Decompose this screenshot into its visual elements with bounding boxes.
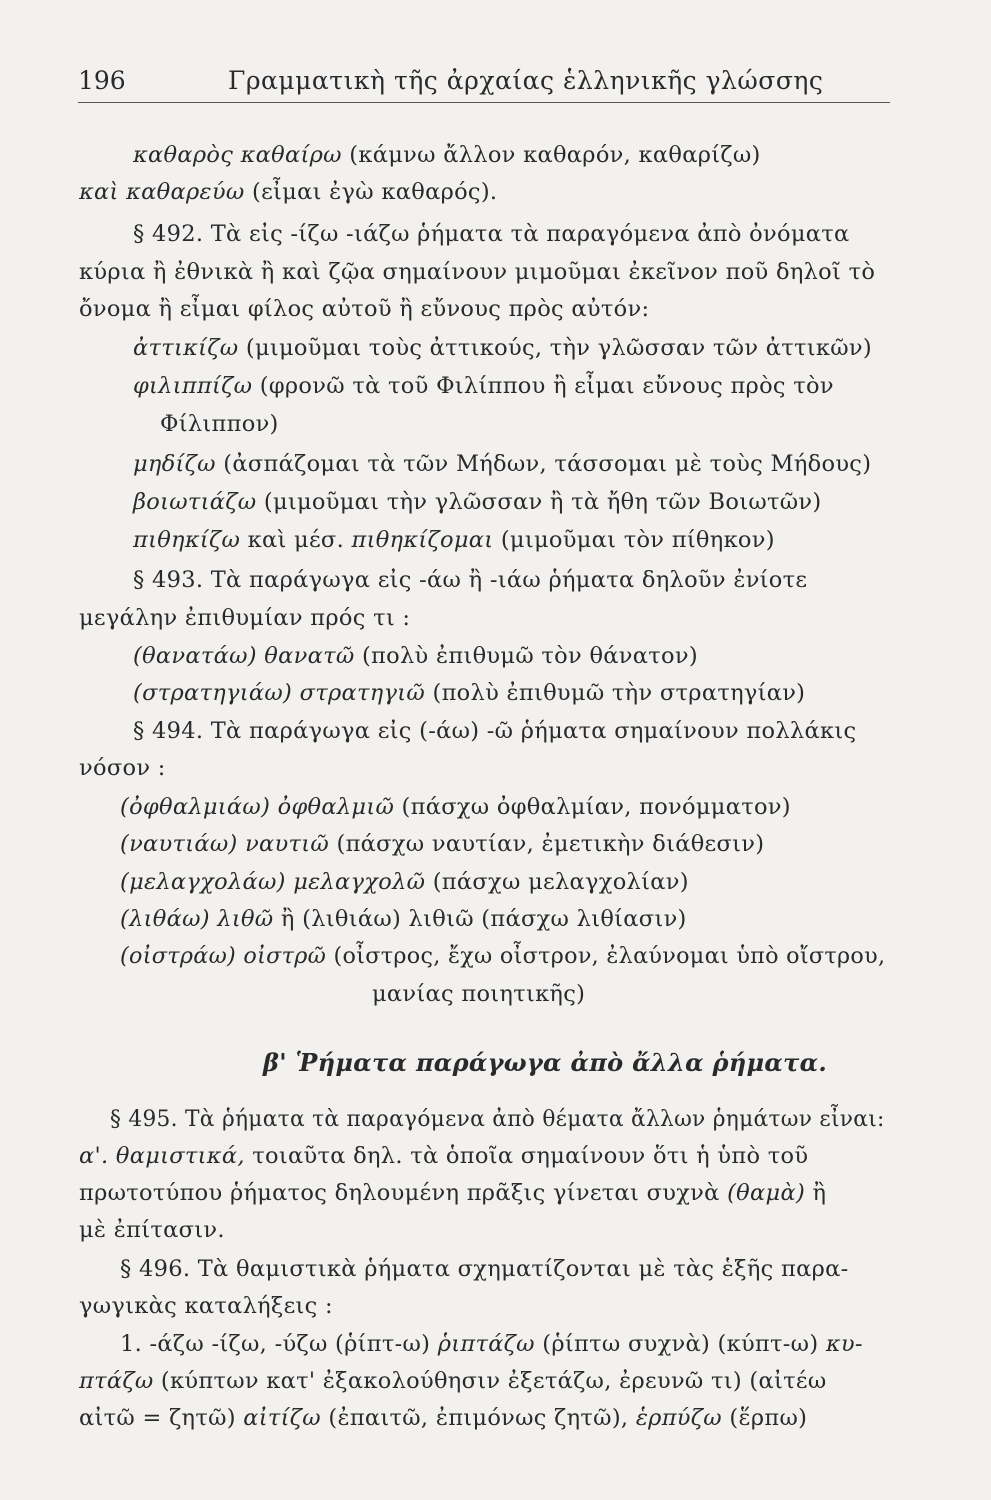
paragraph-496: § 496. Τὰ θαμιστικὰ ῥήματα σχηματίζονται μὲ τὰς ἑξῆς παρα- <box>120 1256 849 1282</box>
example-line: φιλιππίζω (φρονῶ τὰ τοῦ Φιλίππου ἢ εἶμαι εὔνους πρὸς τὸν <box>133 373 834 399</box>
text-line: μεγάλην ἐπιθυμίαν πρός τι : <box>79 605 411 631</box>
example-line: (ναυτιάω) ναυτιῶ (πάσχω ναυτίαν, ἐμετικὴν διάθεσιν) <box>120 831 765 857</box>
example-line: (οἰστράω) οἰστρῶ (οἶστρος, ἔχω οἶστρον, ἐλαύνομαι ὑπὸ οἴστρου, <box>120 943 886 969</box>
example-line: μηδίζω (ἀσπάζομαι τὰ τῶν Μήδων, τάσσομαι μὲ τοὺς Μήδους) <box>133 451 872 477</box>
example-line: πιθηκίζω καὶ μέσ. πιθηκίζομαι (μιμοῦμαι τὸν πίθηκον) <box>133 527 775 553</box>
paragraph-492: § 492. Τὰ εἰς -ίζω -ιάζω ῥήματα τὰ παραγόμενα ἀπὸ ὀνόματα <box>133 221 850 247</box>
text-line: ὄνομα ἢ εἶμαι φίλος αὐτοῦ ἢ εὔνους πρὸς αὐτόν: <box>79 296 650 322</box>
example-line: ἀττικίζω (μιμοῦμαι τοὺς ἀττικούς, τὴν γλῶσσαν τῶν ἀττικῶν) <box>133 335 872 361</box>
text-line: αἰτῶ = ζητῶ) αἰτίζω (ἐπαιτῶ, ἐπιμόνως ζητῶ), ἑρπύζω (ἕρπω) <box>79 1405 808 1431</box>
page-number: 196 <box>78 66 126 95</box>
paragraph-493: § 493. Τὰ παράγωγα εἰς -άω ἢ -ιάω ῥήματα δηλοῦν ἐνίοτε <box>133 567 808 593</box>
example-line: (ὀφθαλμιάω) ὀφθαλμιῶ (πάσχω ὀφθαλμίαν, πονόμματον) <box>120 794 791 820</box>
paragraph-495: § 495. Τὰ ῥήματα τὰ παραγόμενα ἀπὸ θέματα ἄλλων ῥημάτων εἶναι: <box>110 1106 885 1132</box>
text-line: καθαρὸς καθαίρω (κάμνω ἄλλον καθαρόν, καθαρίζω) <box>133 142 761 168</box>
paragraph-494: § 494. Τὰ παράγωγα εἰς (-άω) -ῶ ῥήματα σημαίνουν πολλάκις <box>133 718 857 744</box>
page-header <box>78 62 890 103</box>
example-line: (στρατηγιάω) στρατηγιῶ (πολὺ ἐπιθυμῶ τὴν στρατηγίαν) <box>133 680 806 706</box>
text-line: καὶ καθαρεύω (εἶμαι ἐγὼ καθαρός). <box>79 179 498 205</box>
text-line: μανίας ποιητικῆς) <box>372 981 586 1007</box>
text-line: πρωτοτύπου ῥήματος δηλουμένη πρᾶξις γίνεται συχνὰ (θαμὰ) ἢ <box>79 1180 827 1206</box>
example-line: (λιθάω) λιθῶ ἢ (λιθιάω) λιθιῶ (πάσχω λιθίασιν) <box>120 906 687 932</box>
section-heading: β' Ῥήματα παράγωγα ἀπὸ ἄλλα ῥήματα. <box>263 1048 828 1077</box>
example-line: 1. -άζω -ίζω, -ύζω (ῥίπτ-ω) ῥιπτάζω (ῥίπτω συχνὰ) (κύπτ-ω) κυ- <box>120 1331 863 1357</box>
text-line: κύρια ἢ ἐθνικὰ ἢ καὶ ζῷα σημαίνουν μιμοῦμαι ἐκεῖνον ποῦ δηλοῖ τὸ <box>79 259 876 285</box>
example-line: (μελαγχολάω) μελαγχολῶ (πάσχω μελαγχολίαν) <box>120 869 689 895</box>
text-line: μὲ ἐπίτασιν. <box>79 1217 225 1243</box>
running-title: Γραμματικὴ τῆς ἀρχαίας ἑλληνικῆς γλώσσης <box>228 66 824 95</box>
example-line: (θανατάω) θανατῶ (πολὺ ἐπιθυμῶ τὸν θάνατον) <box>133 643 698 669</box>
text-line: α'. θαμιστικά, τοιαῦτα δηλ. τὰ ὁποῖα σημαίνουν ὅτι ἡ ὑπὸ τοῦ <box>79 1143 809 1169</box>
text-line: γωγικὰς καταλήξεις : <box>79 1293 333 1319</box>
text-line: Φίλιππον) <box>160 411 279 437</box>
text-line: νόσον : <box>79 755 166 781</box>
example-line: βοιωτιάζω (μιμοῦμαι τὴν γλῶσσαν ἢ τὰ ἤθη τῶν Βοιωτῶν) <box>133 489 822 515</box>
text-line: πτάζω (κύπτων κατ' ἐξακολούθησιν ἐξετάζω, ἐρευνῶ τι) (αἰτέω <box>79 1368 827 1394</box>
